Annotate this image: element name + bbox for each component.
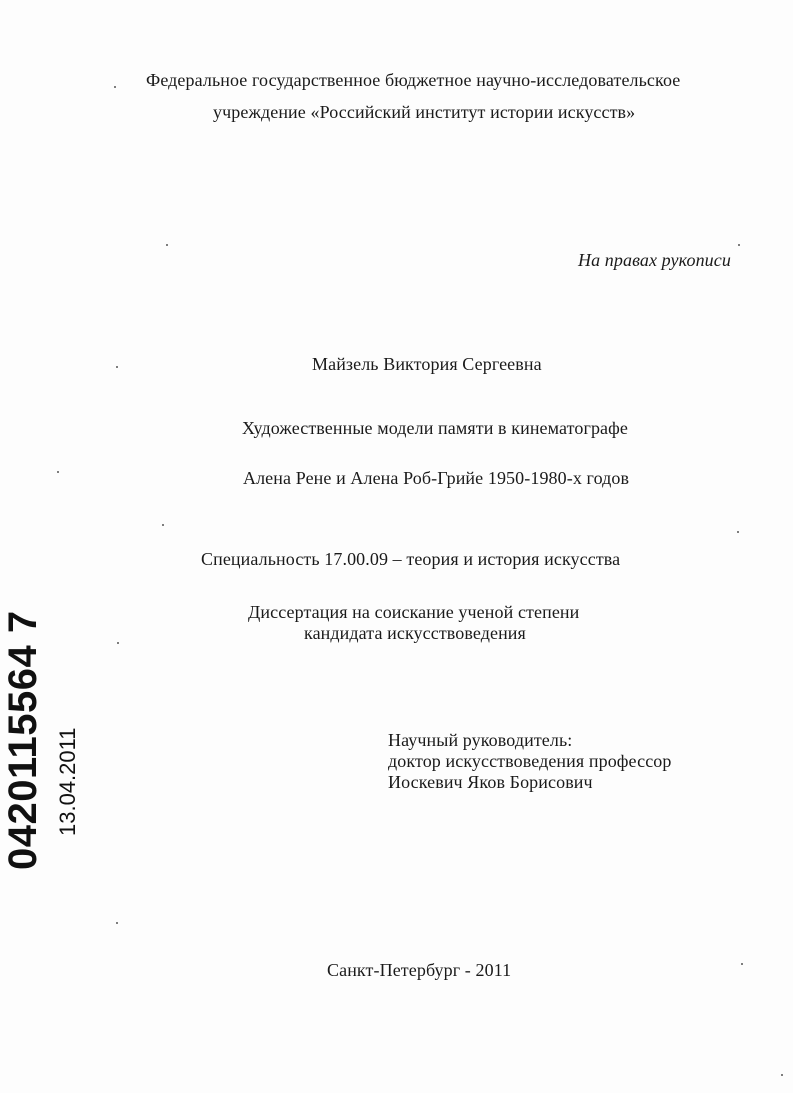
scan-speck (737, 531, 739, 533)
manuscript-note: На правах рукописи (578, 250, 731, 270)
supervisor-name: Иоскевич Яков Борисович (388, 772, 593, 792)
institution-line-1: Федеральное государственное бюджетное научно-исследовательское (146, 70, 681, 90)
scan-speck (781, 1074, 783, 1076)
dissertation-line-1: Диссертация на соискание ученой степени (248, 602, 580, 622)
scan-speck (116, 366, 118, 368)
scan-speck (57, 471, 59, 473)
title-line-1: Художественные модели памяти в кинематографе (242, 418, 628, 438)
scan-speck (116, 922, 118, 924)
specialty: Специальность 17.00.09 – теория и история искусства (201, 549, 621, 569)
scan-speck (114, 86, 116, 88)
supervisor-label: Научный руководитель: (388, 730, 573, 750)
institution-line-2: учреждение «Российский институт истории искусств» (213, 102, 636, 122)
scan-speck (166, 244, 168, 246)
library-stamp-number: 0420115564 7 (1, 610, 45, 870)
scan-speck (117, 642, 119, 644)
scan-speck (738, 244, 740, 246)
title-line-2: Алена Рене и Алена Роб-Грийе 1950-1980-х годов (243, 468, 630, 488)
scan-speck (162, 524, 164, 526)
scan-speck (741, 963, 743, 965)
supervisor-degree: доктор искусствоведения профессор (388, 751, 672, 771)
city-year: Санкт-Петербург - 2011 (327, 960, 512, 980)
dissertation-line-2: кандидата искусствоведения (304, 623, 526, 643)
library-stamp-date: 13.04.2011 (55, 727, 80, 836)
author-name: Майзель Виктория Сергеевна (312, 354, 542, 374)
